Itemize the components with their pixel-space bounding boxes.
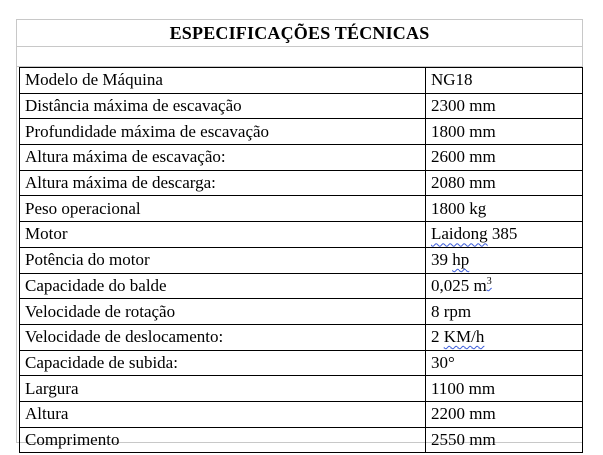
spec-value: NG18 bbox=[426, 68, 583, 94]
spec-label: Largura bbox=[20, 376, 426, 402]
spec-label: Altura bbox=[20, 401, 426, 427]
spec-label: Potência do motor bbox=[20, 247, 426, 273]
table-row bbox=[20, 145, 583, 171]
table-row bbox=[20, 119, 583, 145]
spec-table bbox=[19, 67, 583, 453]
table-row bbox=[20, 196, 583, 222]
spec-value bbox=[426, 222, 583, 248]
spec-value: 2300 mm bbox=[426, 93, 583, 119]
spec-label: Distância máxima de escavação bbox=[20, 93, 426, 119]
table-row bbox=[20, 350, 583, 376]
spec-label: Motor bbox=[20, 222, 426, 248]
table-row bbox=[20, 68, 583, 94]
table-row bbox=[20, 376, 583, 402]
spec-value-main: 39 bbox=[431, 250, 453, 270]
spec-value-main: 0,025 m bbox=[431, 275, 487, 295]
table-row bbox=[20, 273, 583, 299]
table-row bbox=[20, 324, 583, 350]
spec-label: Altura máxima de descarga: bbox=[20, 170, 426, 196]
spec-value-rest: 385 bbox=[487, 224, 518, 244]
spec-value: 2600 mm bbox=[426, 145, 583, 171]
table-row bbox=[20, 170, 583, 196]
spec-value: 8 rpm bbox=[426, 299, 583, 325]
spec-value: 1800 mm bbox=[426, 119, 583, 145]
spec-label: Modelo de Máquina bbox=[20, 68, 426, 94]
table-row bbox=[20, 299, 583, 325]
spec-value-superscript: 3 bbox=[486, 275, 492, 287]
spec-label: Capacidade de subida: bbox=[20, 350, 426, 376]
spec-label: Comprimento bbox=[20, 427, 426, 453]
spec-value-main: 2 bbox=[431, 327, 444, 347]
spellcheck-word: KM/h bbox=[443, 327, 485, 347]
spec-label: Profundidade máxima de escavação bbox=[20, 119, 426, 145]
document-title: ESPECIFICAÇÕES TÉCNICAS bbox=[17, 20, 582, 47]
spec-value bbox=[426, 273, 583, 299]
spellcheck-word: Laidong bbox=[431, 224, 488, 244]
spec-value: 1100 mm bbox=[426, 376, 583, 402]
spec-label: Altura máxima de escavação: bbox=[20, 145, 426, 171]
spec-value bbox=[426, 324, 583, 350]
table-row bbox=[20, 401, 583, 427]
spec-value bbox=[426, 247, 583, 273]
table-row bbox=[20, 247, 583, 273]
spec-value: 2550 mm bbox=[426, 427, 583, 453]
spec-sheet bbox=[16, 19, 583, 449]
spec-value: 1800 kg bbox=[426, 196, 583, 222]
spec-value: 30° bbox=[426, 350, 583, 376]
table-row bbox=[20, 427, 583, 453]
spec-label: Velocidade de rotação bbox=[20, 299, 426, 325]
spec-label: Velocidade de deslocamento: bbox=[20, 324, 426, 350]
spellcheck-word: hp bbox=[452, 250, 470, 270]
spec-label: Peso operacional bbox=[20, 196, 426, 222]
table-row bbox=[20, 222, 583, 248]
spacer-row bbox=[17, 47, 582, 67]
spec-label: Capacidade do balde bbox=[20, 273, 426, 299]
spec-value: 2200 mm bbox=[426, 401, 583, 427]
spec-value: 2080 mm bbox=[426, 170, 583, 196]
table-row bbox=[20, 93, 583, 119]
